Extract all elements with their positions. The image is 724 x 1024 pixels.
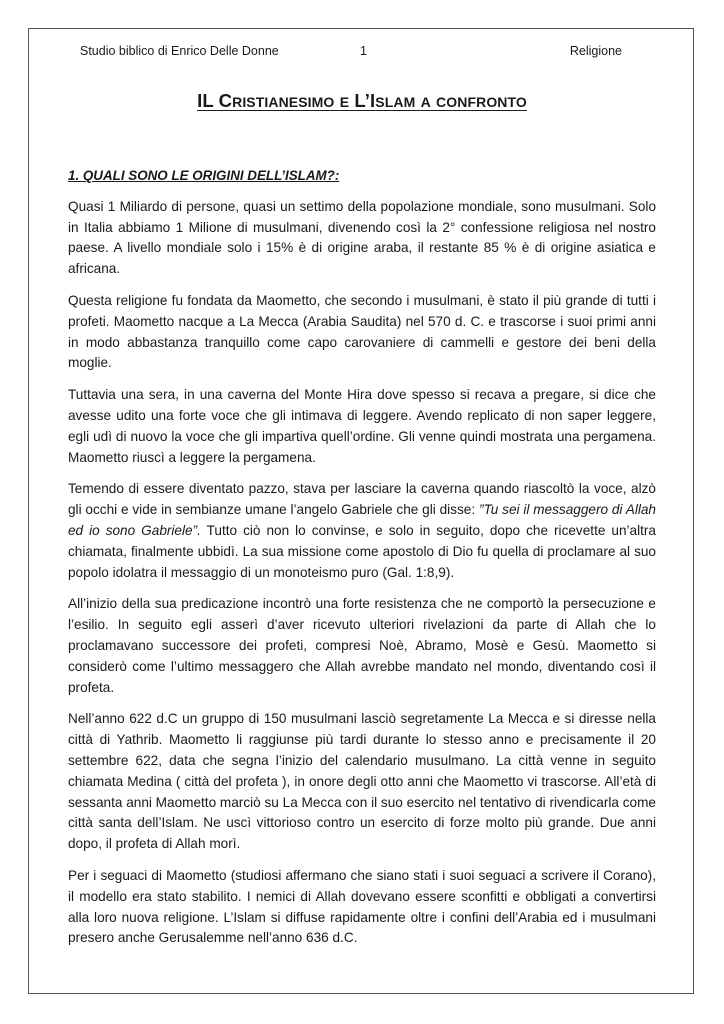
title-word-il: IL (197, 90, 214, 111)
title-letter-c: C (218, 90, 233, 111)
paragraph-6: Nell’anno 622 d.C un gruppo di 150 musulmani lasciò segretamente La Mecca e si diresse nella città di Yathrib. Maometto li raggiunse più tardi durante lo stesso anno e precisamente il 20 settembre 622, data che segna l’inizio del calendario musulmano. La città venne in seguito chiamata Medina ( città del profeta ), in onore degli otto anni che Maometto vi trascorse. All’età di sessanta anni Maometto marciò su La Mecca con il suo esercito nel tentativo di rivendicarla come città santa dell’Islam. Ne uscì vittorioso contro un esercito di forze molto più grande. Due anni dopo, il profeta di Allah morì. (68, 711, 656, 852)
paragraph-4-rest: Tutto ciò non lo convinse, e solo in seguito, dopo che ricevette un’altra chiamata, finalmente ubbidì. La sua missione come apostolo di Dio fu quella di proclamare al suo popolo idolatra il messaggio di un monoteismo puro (Gal. 1:8,9). (68, 522, 656, 580)
header-page-number: 1 (360, 44, 367, 58)
title-word-a: A (420, 94, 431, 110)
document-title (0, 90, 724, 112)
title-word-islam: SLAM (375, 94, 416, 110)
title-letters-li: L’I (354, 90, 376, 111)
header-author: Studio biblico di Enrico Delle Donne (80, 44, 279, 58)
paragraph-2: Questa religione fu fondata da Maometto, che secondo i musulmani, è stato il più grande di tutti i profeti. Maometto nacque a La Mecca (Arabia Saudita) nel 570 d. C. e trascorse i suoi primi anni in modo abbastanza tranquillo come capo carovaniere di cammelli e gestore dei beni della moglie. (68, 292, 656, 371)
paragraph-5: All’inizio della sua predicazione incontrò una forte resistenza che ne comportò la persecuzione e l’esilio. In seguito egli asserì d’aver ricevuto ulteriori rivelazioni da parte di Allah che lo proclamavano successore dei profeti, compresi Noè, Abramo, Mosè e Gesù. Maometto si considerò come l’ultimo messaggero che Allah avrebbe mandato nel mondo, diventando così il profeta. (68, 596, 656, 695)
paragraph-3: Tuttavia una sera, in una caverna del Monte Hira dove spesso si recava a pregare, si dice che avesse udito una forte voce che gli intimava di leggere. Avendo replicato di non saper leggere, egli udì di nuovo la voce che gli impartiva quell’ordine. Gli venne quindi mostrata una pergamena. Maometto riuscì a leggere la pergamena. (68, 387, 656, 465)
paragraph-7: Per i seguaci di Maometto (studiosi affermano che siano stati i suoi seguaci a scrivere il Corano), il modello era stato stabilito. I nemici di Allah dovevano essere sconfitti e obbligati a convertirsi alla loro nuova religione. L’Islam si diffuse rapidamente oltre i confini dell’Arabia ed i musulmani presero anche Gerusalemme nell’anno 636 d.C. (68, 867, 656, 946)
page-header (80, 44, 622, 60)
section-heading: 1. QUALI SONO LE ORIGINI DELL’ISLAM?: (68, 168, 340, 183)
title-word-confronto: CONFRONTO (436, 94, 527, 110)
title-word-cristianesimo: RISTIANESIMO (232, 94, 335, 110)
paragraph-4-intro: Temendo di essere diventato pazzo, stava per lasciare la caverna quando riascoltò la voce, alzò gli occhi e vide in sembianze umane l’angelo Gabriele che gli disse: (68, 481, 656, 518)
paragraph-1: Quasi 1 Miliardo di persone, quasi un settimo della popolazione mondiale, sono musulmani. Solo in Italia abbiamo 1 Milione di musulmani, divenendo così la 2° confessione religiosa nel nostro paese. A livello mondiale solo i 15% è di origine araba, il restante 85 % è di origine asiatica e africana. (68, 198, 656, 277)
document-body (68, 166, 656, 960)
gabriel-quote: ”Tu sei il messaggero di Allah ed io sono Gabriele”. (68, 502, 656, 538)
title-word-e: E (339, 94, 350, 110)
header-subject: Religione (569, 44, 622, 58)
paragraph-4 (68, 479, 656, 583)
